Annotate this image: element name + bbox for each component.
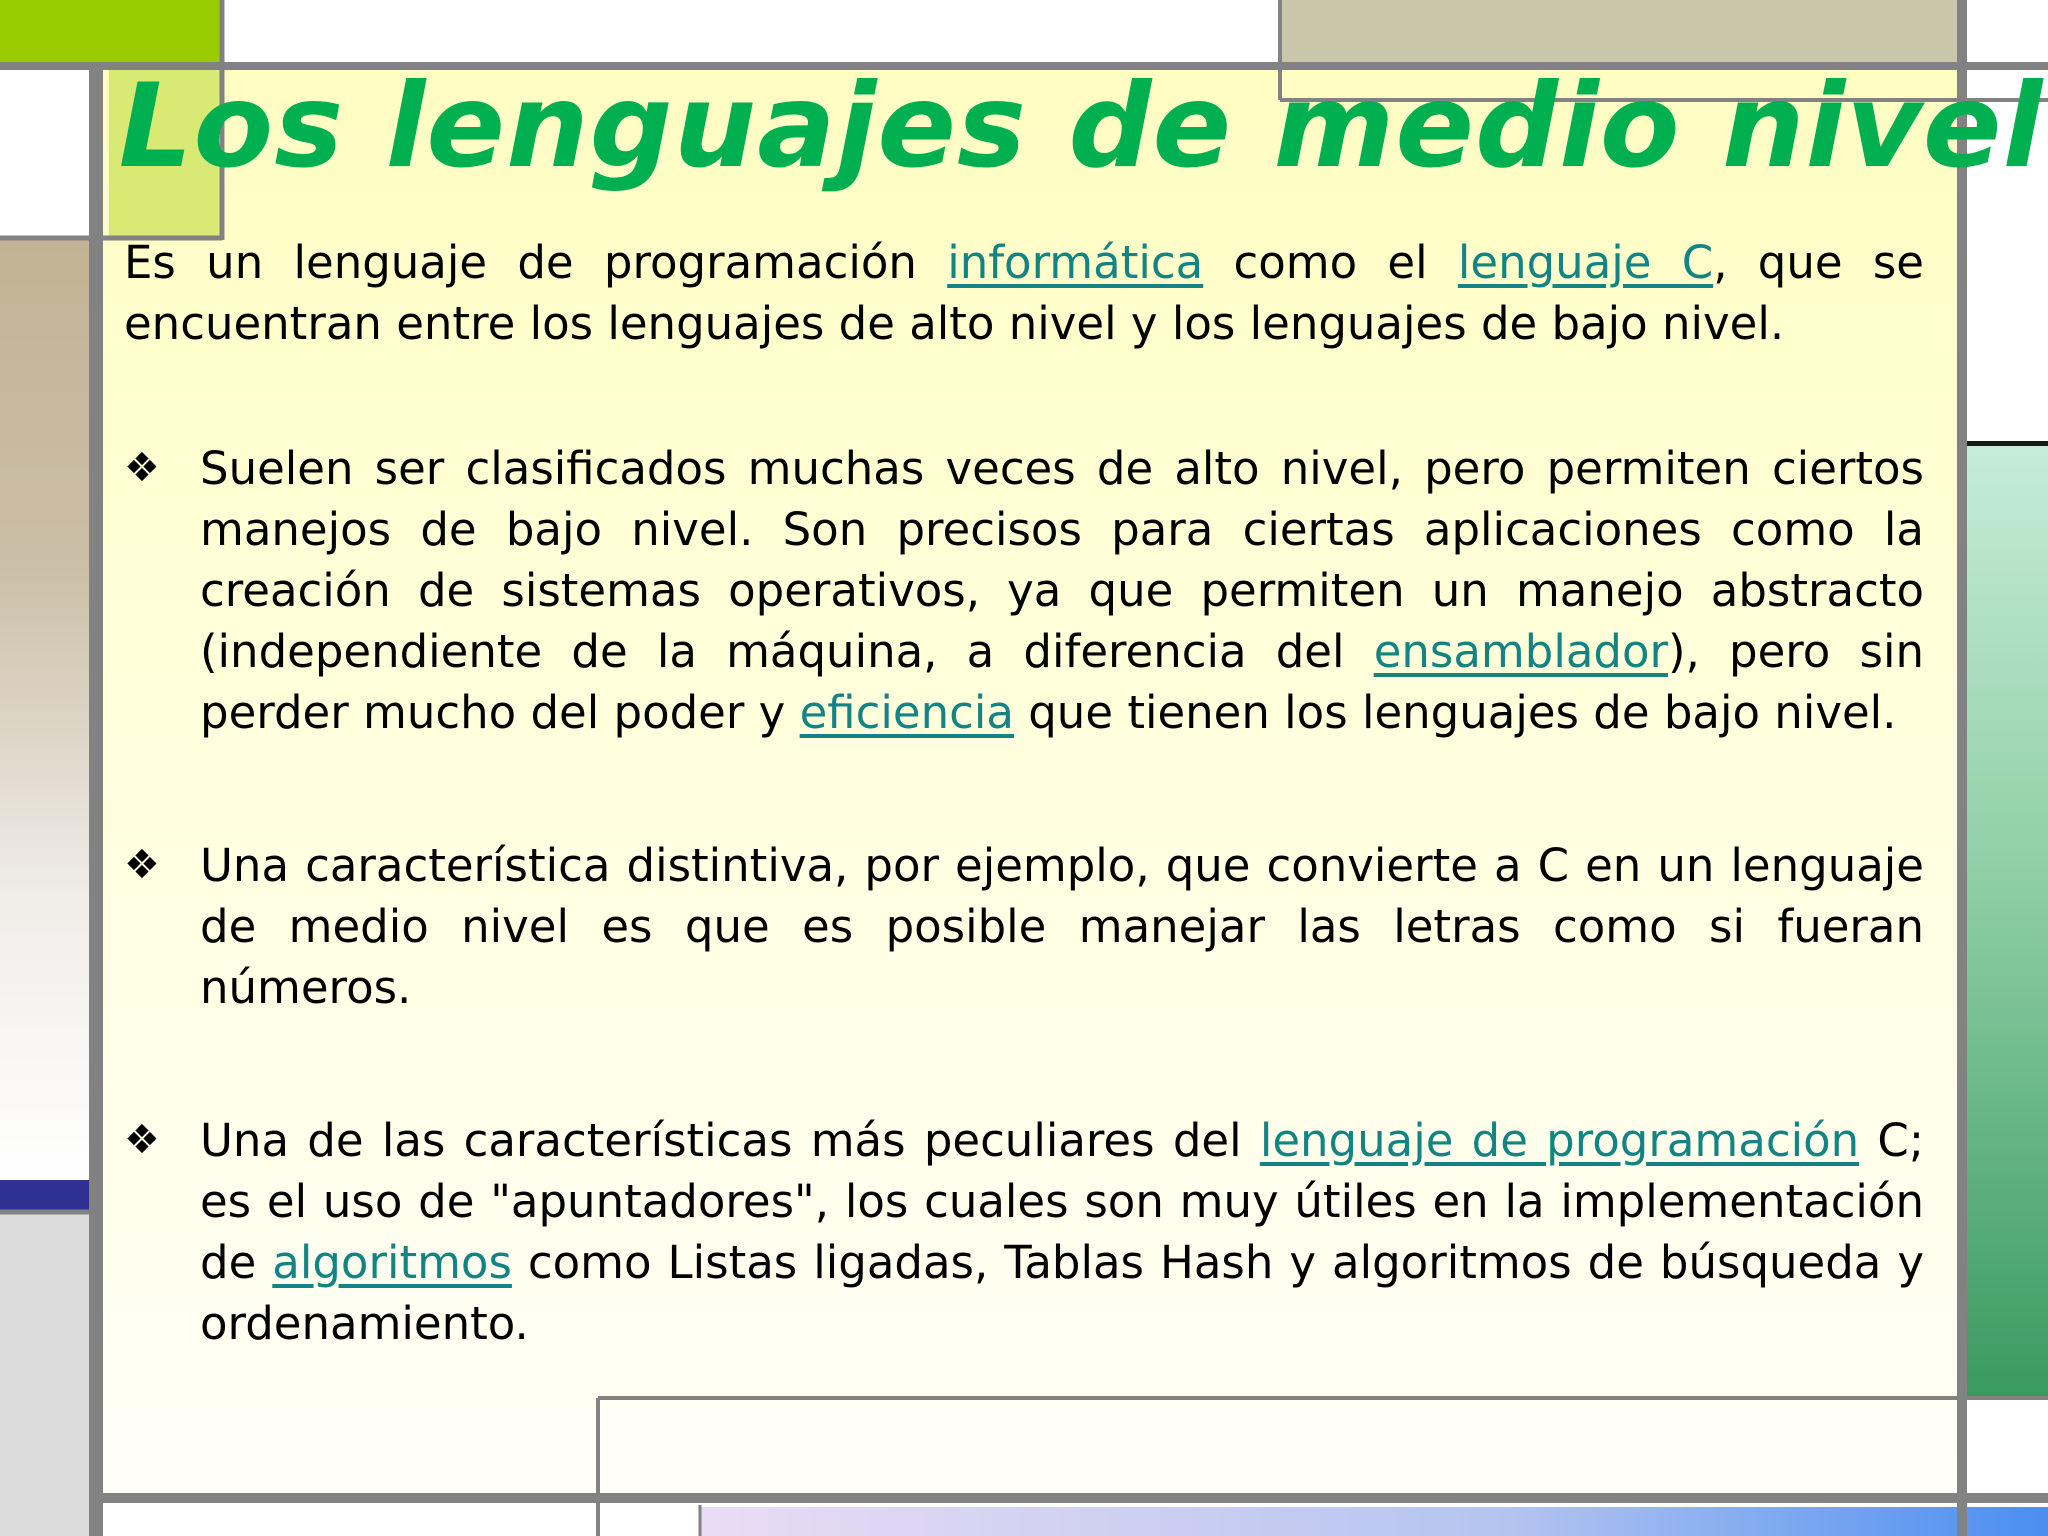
diamond-bullet-icon: ❖ xyxy=(124,842,160,888)
bullet-1-text-3: que tienen los lenguajes de bajo nivel. xyxy=(1013,686,1897,739)
link-eficiencia[interactable]: eficiencia xyxy=(799,686,1014,739)
bullet-text-3 xyxy=(200,1110,1924,1354)
intro-text-3: , que se encuentran entre los lenguajes de alto nivel y los lenguajes de bajo nivel. xyxy=(124,236,1924,350)
bullet-3-text-2: C; es el uso de "apuntadores", los cuales son muy útiles en la implementación de xyxy=(200,1114,1925,1289)
link-lenguaje-c[interactable]: lenguaje C xyxy=(1457,236,1714,289)
slide-title: Los lenguajes de medio nivel xyxy=(118,59,2044,194)
link-informatica[interactable]: informática xyxy=(947,236,1204,289)
intro-text-2: como el xyxy=(1203,236,1458,289)
bullet-2-text-1: Una característica distintiva, por ejemplo, que convierte a C en un lenguaje de medio nivel es que es posible manejar las letras como si fueran números. xyxy=(200,839,1924,1014)
link-lenguaje-de-programacion[interactable]: lenguaje de programación xyxy=(1259,1114,1860,1167)
bullet-3-text-3: como Listas ligadas, Tablas Hash y algoritmos de búsqueda y ordenamiento. xyxy=(200,1236,1924,1350)
bullet-item-3 xyxy=(124,1110,1924,1354)
intro-text-1: Es un lenguaje de programación xyxy=(124,236,948,289)
link-ensamblador[interactable]: ensamblador xyxy=(1373,625,1668,678)
link-algoritmos[interactable]: algoritmos xyxy=(272,1236,512,1289)
bullet-3-text-1: Una de las características más peculiares del xyxy=(200,1114,1260,1167)
diamond-bullet-icon: ❖ xyxy=(124,445,160,491)
bullet-item-1 xyxy=(124,438,1924,743)
intro-paragraph xyxy=(124,232,1924,354)
bullet-text-2 xyxy=(200,835,1924,1018)
bullet-text-1 xyxy=(200,438,1924,743)
bullet-1-text-2: ), pero sin perder mucho del poder y xyxy=(200,625,1924,739)
bullet-1-text-1: Suelen ser clasificados muchas veces de alto nivel, pero permiten ciertos manejos de bajo nivel. Son precisos para ciertas aplicaciones como la creación de sistemas operativos, ya que permiten un manejo abstracto (independiente de la máquina, a diferencia del xyxy=(200,442,1924,678)
bullet-item-2 xyxy=(124,835,1924,1018)
diamond-bullet-icon: ❖ xyxy=(124,1117,160,1163)
slide-body xyxy=(124,232,1924,1446)
